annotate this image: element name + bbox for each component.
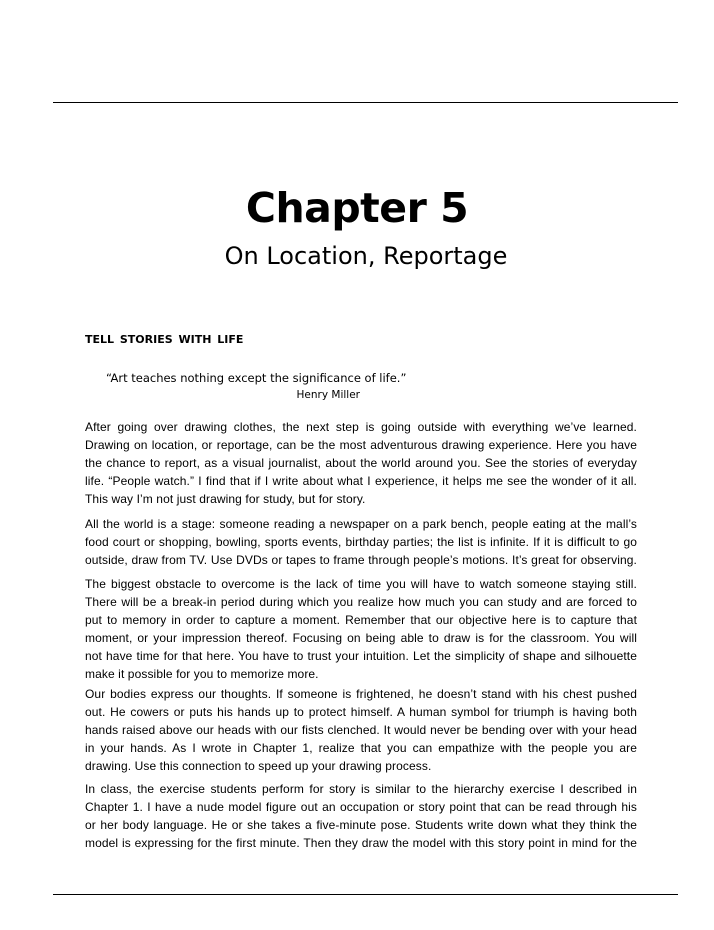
paragraph-line: outside, draw from TV. Use DVDs or tapes to frame through people’s motions. It’s great for observing. — [85, 553, 637, 568]
body-paragraph — [85, 418, 637, 508]
paragraph-line: In class, the exercise students perform for story is similar to the hierarchy exercise I described in — [85, 782, 637, 796]
paragraph-line: All the world is a stage: someone reading a newspaper on a park bench, people eating at the mall’s — [85, 517, 637, 531]
epigraph-quote: “Art teaches nothing except the significance of life.” — [106, 371, 407, 385]
body-paragraph — [85, 515, 637, 569]
paragraph-line: not have time for that here. You have to trust your intuition. Let the simplicity of shape and silhouette — [85, 649, 637, 664]
footer-rule — [53, 894, 678, 895]
paragraph-line: put to memory in order to capture a moment. Remember that our objective here is to capture that — [85, 613, 637, 628]
paragraph-line: Chapter 1. I have a nude model figure out an occupation or story point that can be read through his — [85, 800, 637, 815]
paragraph-line: the chance to report, as a visual journalist, about the world around you. See the stories of everyday — [85, 456, 637, 471]
paragraph-line: This way I’m not just drawing for study, but for story. — [85, 492, 366, 507]
paragraph-line: out. He cowers or puts his hands up to protect himself. A human symbol for triumph is having both — [85, 705, 637, 720]
chapter-title: Chapter 5 — [245, 184, 469, 232]
epigraph-author: Henry Miller — [296, 389, 360, 401]
body-paragraph — [85, 685, 637, 775]
paragraph-line: There will be a break-in period during which you realize how much you can study and are forced to — [85, 595, 637, 610]
paragraph-line: moment, or your impression thereof. Focusing on being able to draw is for the classroom. You will — [85, 631, 637, 646]
paragraph-line: food court or shopping, bowling, sports events, birthday parties; the list is infinite. If it is difficult to go — [85, 535, 637, 550]
paragraph-line: in your hands. As I wrote in Chapter 1, realize that you can empathize with the people you are — [85, 741, 637, 756]
body-paragraph — [85, 780, 637, 852]
section-heading: TELL STORIES WITH LIFE — [85, 333, 244, 346]
paragraph-line: The biggest obstacle to overcome is the lack of time you will have to watch someone staying still. — [85, 577, 637, 591]
paragraph-line: hands raised above our heads with our fists clenched. It would never be bending over with your head — [85, 723, 637, 738]
chapter-subtitle: On Location, Reportage — [224, 242, 508, 270]
paragraph-line: After going over drawing clothes, the next step is going outside with everything we’ve learned. — [85, 420, 637, 434]
paragraph-line: make it possible for you to memorize more. — [85, 667, 319, 682]
paragraph-line: life. “People watch.” I find that if I write about what I experience, it helps me see the wonder of it all. — [85, 474, 637, 489]
body-paragraph — [85, 575, 637, 684]
paragraph-line: Our bodies express our thoughts. If someone is frightened, he doesn’t stand with his chest pushed — [85, 687, 637, 701]
paragraph-line: or her body language. He or she takes a five-minute pose. Students write down what they think the — [85, 818, 637, 833]
paragraph-line: model is expressing for the first minute. Then they draw the model with this story point in mind for the — [85, 836, 637, 851]
paragraph-line: drawing. Use this connection to speed up your drawing process. — [85, 759, 432, 774]
header-rule — [53, 102, 678, 103]
paragraph-line: Drawing on location, or reportage, can be the most adventurous drawing experience. Here you have — [85, 438, 637, 453]
